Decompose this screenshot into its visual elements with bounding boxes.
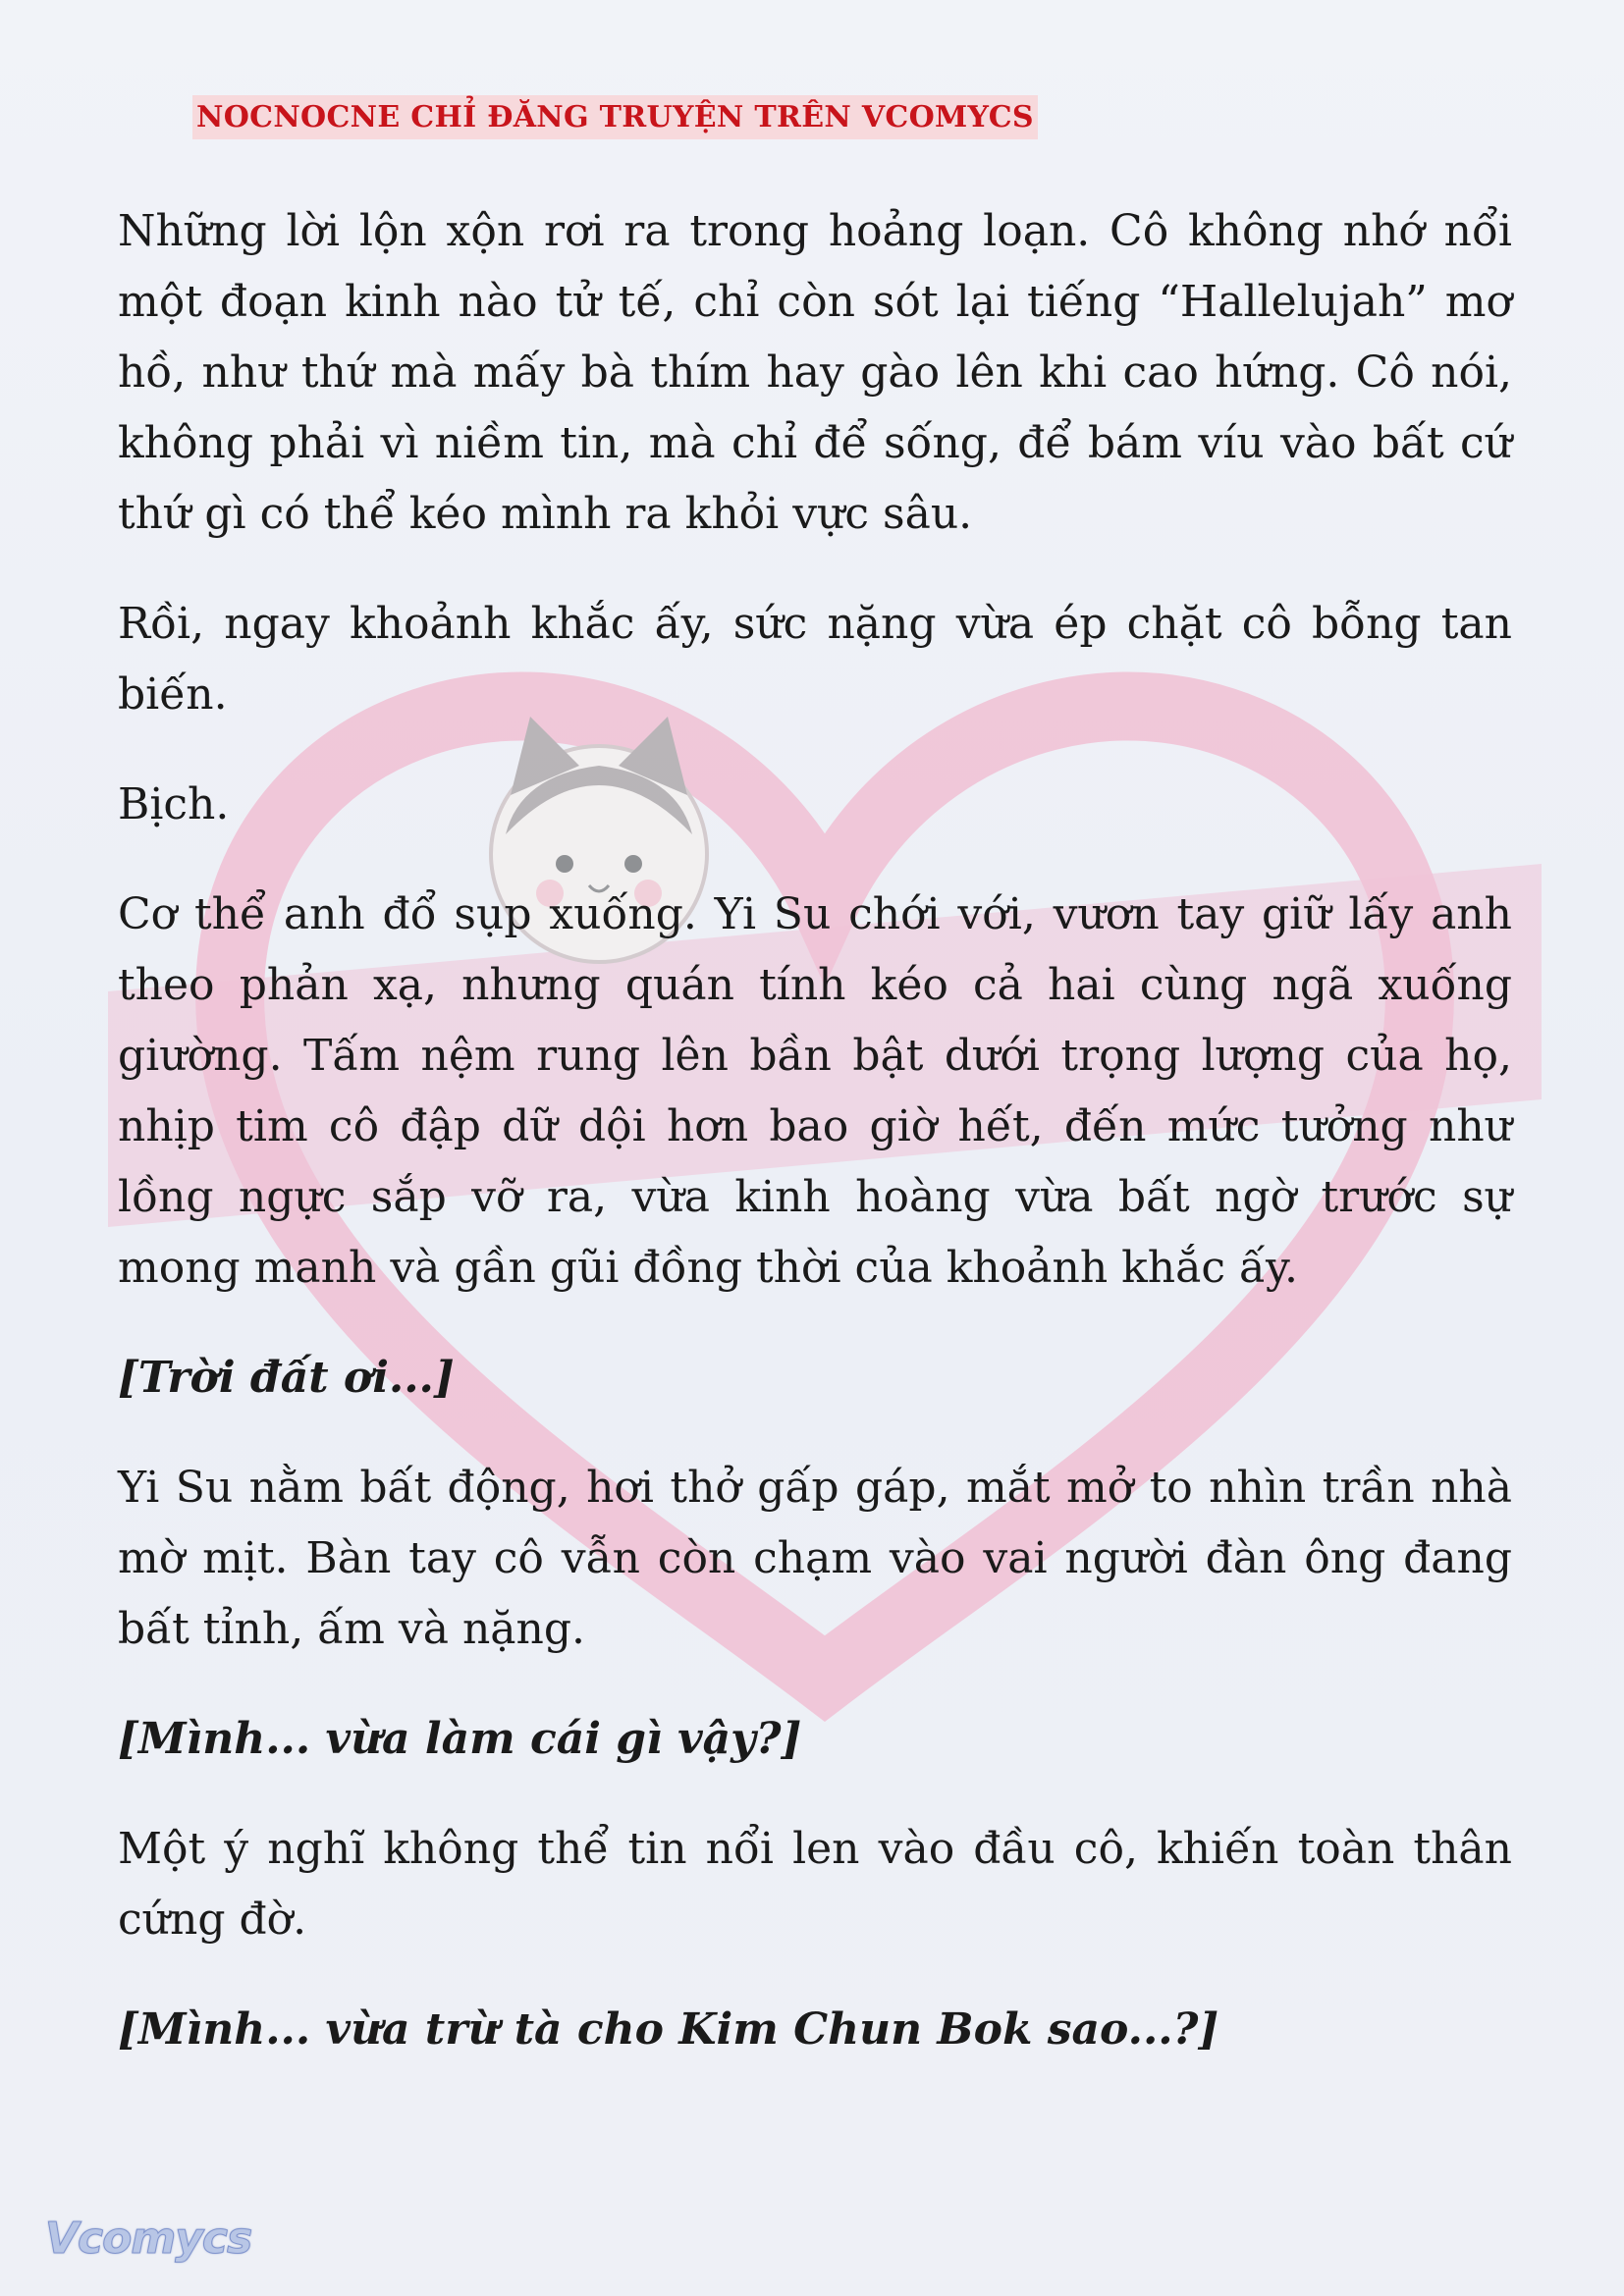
thought-3: [Mình... vừa trừ tà cho Kim Chun Bok sao...?] [118,2004,1219,2055]
paragraph-5: Yi Su nằm bất động, hơi thở gấp gáp, mắt mở to nhìn trần nhà mờ mịt. Bàn tay cô vẫn còn chạm vào vai người đàn ông đang bất tỉnh, ấm và nặng. [118,1463,1512,1654]
story-body [118,196,1512,2105]
paragraph-4: Cơ thể anh đổ sụp xuống. Yi Su chới với, vươn tay giữ lấy anh theo phản xạ, nhưng quán tính kéo cả hai cùng ngã xuống giường. Tấm nệm rung lên bần bật dưới trọng lượng của họ, nhịp tim cô đập dữ dội hơn bao giờ hết, đến mức tưởng như lồng ngực sắp vỡ ra, vừa kinh hoàng vừa bất ngờ trước sự mong manh và gần gũi đồng thời của khoảnh khắc ấy. [118,889,1512,1293]
header-banner: NOCNOCNE CHỈ ĐĂNG TRUYỆN TRÊN VCOMYCS [192,95,1038,139]
thought-2: [Mình... vừa làm cái gì vậy?] [118,1714,802,1764]
vcomycs-logo-text: Vcomycs [45,2214,252,2264]
paragraph-3: Bịch. [118,779,230,829]
paragraph-6: Một ý nghĩ không thể tin nổi len vào đầu cô, khiến toàn thân cứng đờ. [118,1824,1512,1945]
thought-1: [Trời đất ơi...] [118,1353,455,1403]
paragraph-2: Rồi, ngay khoảnh khắc ấy, sức nặng vừa ép chặt cô bỗng tan biến. [118,599,1512,720]
paragraph-1: Những lời lộn xộn rơi ra trong hoảng loạn. Cô không nhớ nổi một đoạn kinh nào tử tế, chỉ còn sót lại tiếng “Hallelujah” mơ hồ, như thứ mà mấy bà thím hay gào lên khi cao hứng. Cô nói, không phải vì niềm tin, mà chỉ để sống, để bám víu vào bất cứ thứ gì có thể kéo mình ra khỏi vực sâu. [118,206,1512,539]
vcomycs-logo [45,2214,251,2272]
